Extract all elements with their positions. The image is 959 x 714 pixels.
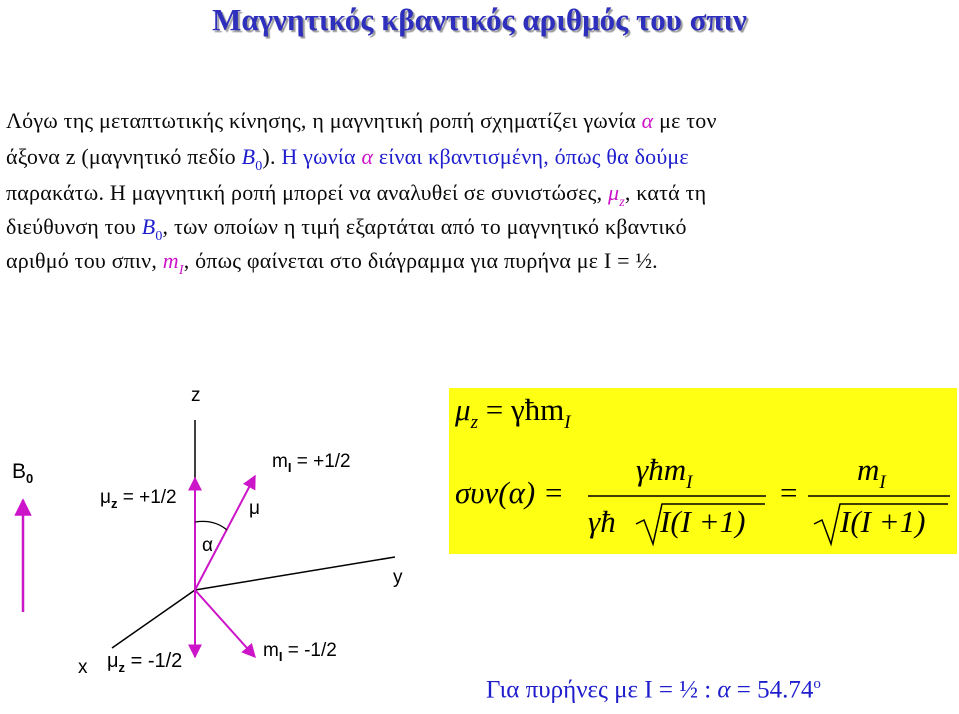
page-title: Μαγνητικός κβαντικός αριθμός του σπιν <box>212 2 747 37</box>
m-sub: I <box>564 412 571 433</box>
mu-value: = -1/2 <box>125 650 183 672</box>
z-axis-label: z <box>191 385 201 406</box>
b0-subscript: 0 <box>255 159 263 174</box>
m-symbol: m <box>263 640 279 661</box>
m-symbol: m <box>272 451 288 472</box>
mu-z-subscript: z <box>619 195 625 210</box>
m-i-symbol: m <box>162 248 179 273</box>
m-sub: I <box>287 460 292 475</box>
mu-sub: z <box>118 660 126 675</box>
text: αριθμό του σπιν, <box>6 248 163 273</box>
mu-z-symbol: μ <box>607 180 620 205</box>
text: άξονα z (μαγνητικό πεδίο <box>6 144 242 169</box>
mu-value: = +1/2 <box>117 487 177 508</box>
mu-symbol: μ <box>455 392 471 427</box>
b0-letter: B <box>12 460 27 483</box>
fraction1-den-prefix: γħ <box>588 504 616 539</box>
text: Η γωνία <box>281 144 362 169</box>
note-text: Για πυρήνες με I = ½ : <box>486 676 718 704</box>
note-value: = 54.74 <box>730 676 814 704</box>
equals-sign: = <box>778 475 799 510</box>
text: , των οποίων η τιμή εξαρτάται από το μαγνητικό κβαντικό <box>162 214 687 239</box>
x-axis-label: x <box>78 657 88 678</box>
num-text: γħm <box>636 452 687 487</box>
alpha-symbol: α <box>641 108 654 133</box>
num-sub: I <box>879 472 886 493</box>
num-sub: I <box>686 472 693 493</box>
text: παρακάτω. Η μαγνητική ροπή μπορεί να αναλυθεί σε συνιστώσες, <box>6 180 608 205</box>
m-value: = +1/2 <box>291 451 351 472</box>
cos-label: συν(α) = <box>455 475 564 510</box>
mu-symbol: μ <box>107 650 119 672</box>
b0-sub: 0 <box>26 471 34 486</box>
bottom-note <box>486 676 821 704</box>
m-i-subscript: I <box>178 263 184 278</box>
text: Λόγω της μεταπτωτικής κίνησης, η μαγνητική ροπή σχηματίζει γωνία <box>6 108 642 133</box>
fraction2-den-root: I(I +1) <box>840 504 926 539</box>
text: , όπως φαίνεται στο διάγραμμα για πυρήνα με I = ½. <box>183 248 658 273</box>
text: είναι κβαντισμένη, όπως θα δούμε <box>373 144 689 169</box>
text: ). <box>262 144 282 169</box>
text: με τον <box>653 108 717 133</box>
num-text: m <box>857 452 880 487</box>
alpha-label: α <box>202 535 213 556</box>
b0-subscript: 0 <box>155 229 163 244</box>
fraction1-den-root: I(I +1) <box>660 504 746 539</box>
mu-sub: z <box>110 496 118 511</box>
alpha-symbol: α <box>361 144 374 169</box>
text: διεύθυνση του <box>6 214 142 239</box>
text: , κατά τη <box>624 180 707 205</box>
mu-symbol: μ <box>100 487 111 508</box>
formula-rhs: = γħm <box>477 392 565 427</box>
note-alpha: α <box>717 676 731 704</box>
m-sub: I <box>278 649 283 664</box>
note-degree: o <box>813 676 821 692</box>
mu-sub: z <box>470 412 478 433</box>
b0-symbol: B <box>141 214 156 239</box>
m-value: = -1/2 <box>282 640 337 661</box>
y-axis-label: y <box>393 567 403 588</box>
b0-symbol: B <box>241 144 256 169</box>
mu-label: μ <box>249 498 260 519</box>
